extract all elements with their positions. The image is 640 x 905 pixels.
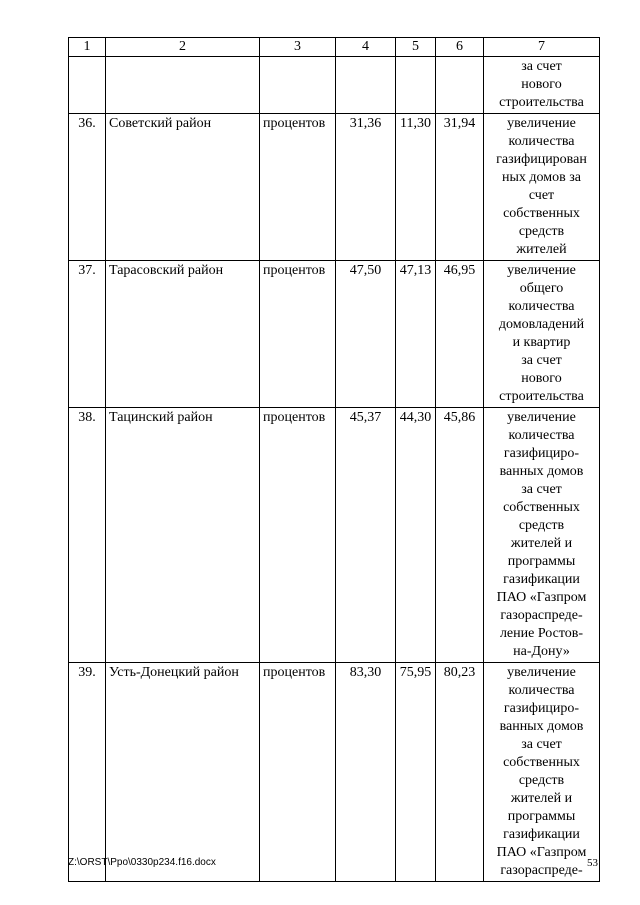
footer-page-number: 53 (587, 857, 598, 869)
table-row (69, 663, 600, 882)
note-line: нового (521, 371, 562, 386)
note-line: за счет (521, 482, 562, 497)
note-line: ПАО «Газпром (496, 845, 587, 860)
note-line: газификации (503, 572, 580, 587)
note-line: и квартир (512, 335, 571, 350)
note-line: ление Ростов- (499, 626, 584, 641)
note-line: жителей (516, 242, 567, 257)
district-name-cell: Тацинский район (106, 408, 260, 663)
value-col6-cell: 46,95 (436, 261, 484, 408)
note-cell (484, 408, 600, 663)
note-line: увеличение (507, 665, 576, 680)
district-name-cell: Усть-Донецкий район (106, 663, 260, 882)
value-col5-cell: 47,13 (396, 261, 436, 408)
value-col6-cell: 31,94 (436, 114, 484, 261)
note-line: увеличение (507, 116, 576, 131)
note-line: собственных (503, 755, 580, 770)
table-row (69, 57, 600, 114)
row-number-cell: 39. (69, 663, 106, 882)
header-cell: 2 (106, 38, 260, 57)
footer-file-path: Z:\ORST\Ppo\0330p234.f16.docx (68, 857, 216, 868)
note-line: газифициро- (503, 446, 580, 461)
note-line: увеличение (507, 263, 576, 278)
row-number-cell: 38. (69, 408, 106, 663)
value-col5-cell: 11,30 (396, 114, 436, 261)
note-line: за счет (521, 59, 562, 74)
district-name-cell: Тарасовский район (106, 261, 260, 408)
header-cell: 7 (484, 38, 600, 57)
note-line: программы (507, 554, 576, 569)
indicator-table (68, 37, 600, 882)
row-number-cell: 37. (69, 261, 106, 408)
note-line: средств (518, 518, 565, 533)
note-line: газификации (503, 827, 580, 842)
note-line: количества (508, 134, 575, 149)
table-row (69, 261, 600, 408)
note-line: домовладений (498, 317, 585, 332)
header-cell: 1 (69, 38, 106, 57)
header-cell: 6 (436, 38, 484, 57)
district-name-cell: Советский район (106, 114, 260, 261)
note-cell (484, 261, 600, 408)
note-line: на-Дону» (513, 644, 570, 659)
note-line: строительства (499, 95, 584, 110)
row-number-cell (69, 57, 106, 114)
note-line: ных домов за (502, 170, 581, 185)
table-header-row (69, 38, 600, 57)
unit-cell: процентов (260, 114, 336, 261)
note-line: газораспреде- (500, 863, 583, 878)
note-line: счет (528, 188, 555, 203)
note-line: газифицирован (496, 152, 587, 167)
unit-cell: процентов (260, 408, 336, 663)
note-line: количества (508, 683, 575, 698)
value-col5-cell: 44,30 (396, 408, 436, 663)
unit-cell (260, 57, 336, 114)
note-line: средств (518, 224, 565, 239)
value-col6-cell (436, 57, 484, 114)
value-col5-cell: 75,95 (396, 663, 436, 882)
note-line: количества (508, 299, 575, 314)
value-col4-cell: 45,37 (336, 408, 396, 663)
value-col6-cell: 45,86 (436, 408, 484, 663)
value-col4-cell: 83,30 (336, 663, 396, 882)
table-row (69, 114, 600, 261)
value-col5-cell (396, 57, 436, 114)
note-line: собственных (503, 206, 580, 221)
note-line: общего (519, 281, 564, 296)
value-col4-cell: 31,36 (336, 114, 396, 261)
district-name-cell (106, 57, 260, 114)
header-cell: 4 (336, 38, 396, 57)
note-line: средств (518, 773, 565, 788)
note-line: жителей и (510, 536, 573, 551)
value-col6-cell: 80,23 (436, 663, 484, 882)
note-line: газораспреде- (500, 608, 583, 623)
note-line: нового (521, 77, 562, 92)
note-line: собственных (503, 500, 580, 515)
note-line: ванных домов (499, 464, 584, 479)
note-line: увеличение (507, 410, 576, 425)
note-line: количества (508, 428, 575, 443)
note-cell (484, 57, 600, 114)
unit-cell: процентов (260, 663, 336, 882)
note-cell (484, 114, 600, 261)
value-col4-cell (336, 57, 396, 114)
note-line: ванных домов (499, 719, 584, 734)
row-number-cell: 36. (69, 114, 106, 261)
note-line: газифициро- (503, 701, 580, 716)
note-line: строительства (499, 389, 584, 404)
table-row (69, 408, 600, 663)
note-line: за счет (521, 737, 562, 752)
header-cell: 3 (260, 38, 336, 57)
unit-cell: процентов (260, 261, 336, 408)
note-line: программы (507, 809, 576, 824)
note-line: ПАО «Газпром (496, 590, 587, 605)
header-cell: 5 (396, 38, 436, 57)
note-line: жителей и (510, 791, 573, 806)
note-line: за счет (521, 353, 562, 368)
note-cell (484, 663, 600, 882)
value-col4-cell: 47,50 (336, 261, 396, 408)
